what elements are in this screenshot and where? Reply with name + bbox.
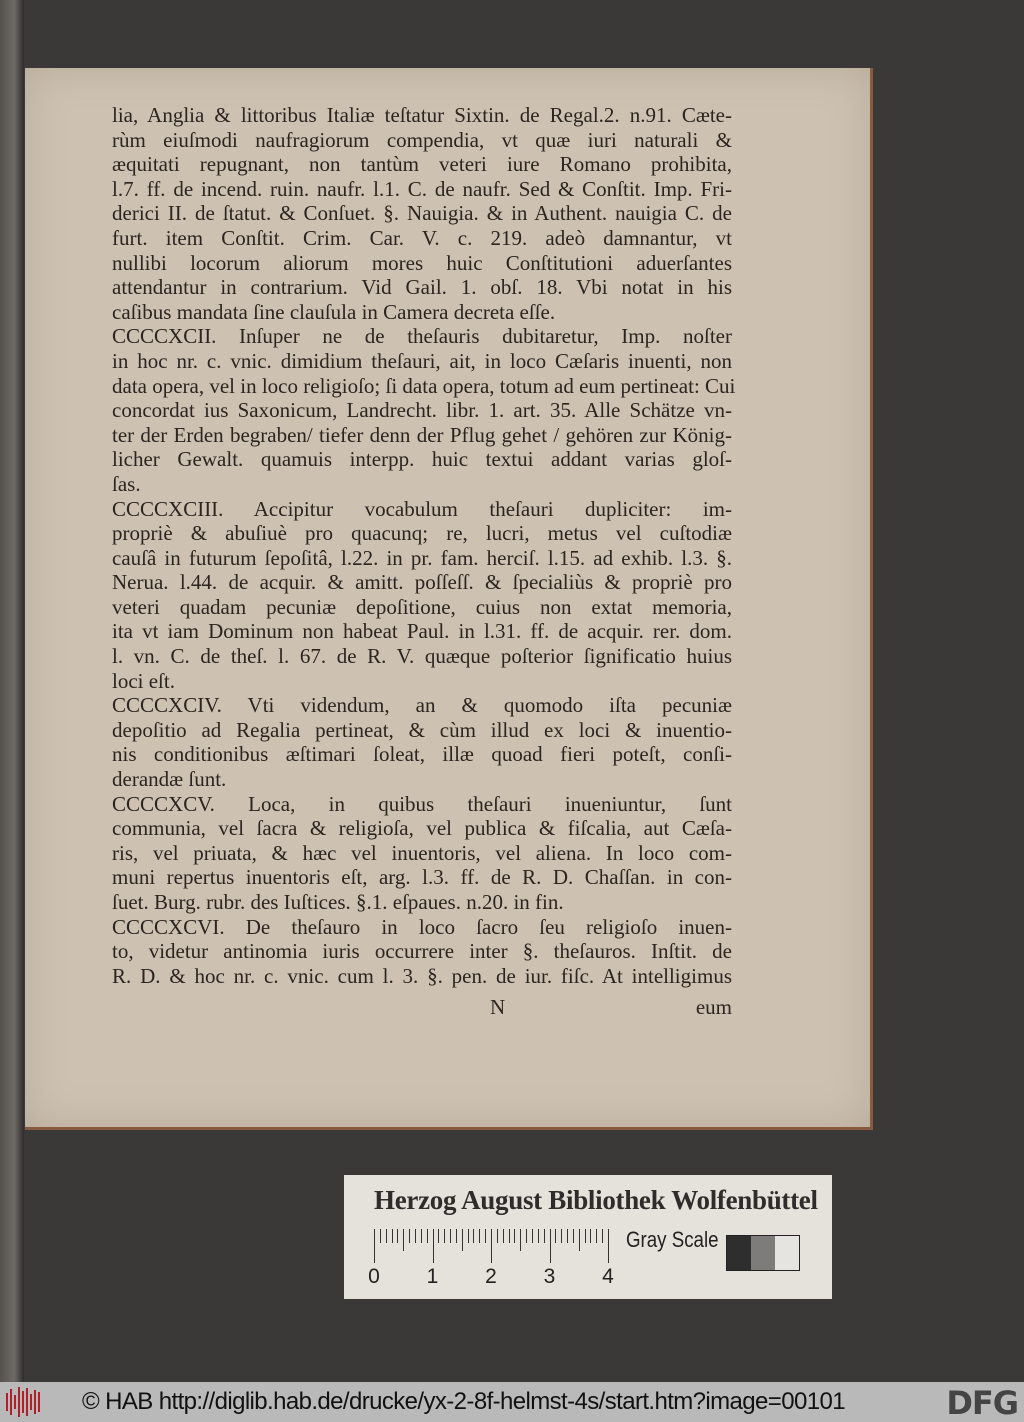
ruler-tick xyxy=(544,1229,545,1243)
ruler-tick xyxy=(433,1229,434,1263)
ruler-tick xyxy=(462,1229,463,1251)
centimeter-ruler xyxy=(368,1229,614,1288)
ruler-number: 1 xyxy=(426,1265,439,1288)
ruler-tick xyxy=(444,1229,445,1243)
ruler-tick xyxy=(514,1229,515,1243)
text-line: to, videtur antinomia iuris occurrere inter §. theſauros. Inſtit. de xyxy=(112,939,732,964)
text-line: ter der Erden begraben/ tiefer denn der Pflug gehet / gehören zur König- xyxy=(112,422,732,447)
text-line: ſuet. Burg. rubr. des Iuſtices. §.1. eſpaues. n.20. in fin. xyxy=(112,890,564,914)
ruler-tick xyxy=(550,1229,551,1263)
ruler-tick xyxy=(380,1229,381,1243)
ruler-tick xyxy=(579,1229,580,1251)
text-line: ſas. xyxy=(112,471,141,496)
ruler-tick xyxy=(421,1229,422,1243)
signature-mark: N xyxy=(490,995,506,1019)
ruler-tick xyxy=(590,1229,591,1243)
ruler-tick xyxy=(485,1229,486,1243)
ruler-tick xyxy=(509,1229,510,1243)
text-line: depoſitio ad Regalia pertineat, & cùm illud ex loci & inuentio- xyxy=(112,717,732,742)
ruler-tick xyxy=(415,1229,416,1243)
ruler-tick xyxy=(450,1229,451,1243)
ruler-tick xyxy=(491,1229,492,1263)
logo-bar xyxy=(34,1390,36,1414)
logo-bar xyxy=(14,1395,16,1409)
text-line: communia, vel ſacra & religioſa, vel publica & fiſcalia, aut Cæſa- xyxy=(112,816,732,841)
ruler-tick xyxy=(456,1229,457,1243)
copyright-url[interactable]: © HAB http://diglib.hab.de/drucke/yx-2-8f-helmst-4s/start.htm?image=00101 xyxy=(82,1388,845,1415)
logo-bar xyxy=(18,1387,20,1417)
ruler-tick xyxy=(468,1229,469,1243)
text-line: CCCCXCV. Loca, in quibus theſauri inueniuntur, ſunt xyxy=(112,791,732,816)
catchword: eum xyxy=(695,995,732,1019)
text-line: attendantur in contrarium. Vid Gail. 1. obſ. 18. Vbi notat in his xyxy=(112,275,732,300)
text-line: propriè & abuſiuè pro quacunq; re, lucri, metus vel cuſtodiæ xyxy=(112,521,732,546)
text-line: l.7. ff. de incend. ruin. naufr. l.1. C. de naufr. Sed & Conſtit. Imp. Fri- xyxy=(112,176,732,201)
ruler-tick xyxy=(538,1229,539,1243)
logo-bar xyxy=(10,1389,12,1415)
ruler-tick xyxy=(473,1229,474,1243)
ruler-number: 0 xyxy=(368,1265,380,1288)
dfg-logo: DFG xyxy=(946,1384,1018,1422)
ruler-tick xyxy=(555,1229,556,1243)
ruler-tick xyxy=(497,1229,498,1243)
logo-bar xyxy=(6,1393,8,1411)
text-line: CCCCXCII. Inſuper ne de theſauris dubitaretur, Imp. noſter xyxy=(112,324,732,349)
ruler-number: 4 xyxy=(602,1265,614,1288)
ruler-tick xyxy=(526,1229,527,1243)
text-line: CCCCXCIII. Accipitur vocabulum theſauri dupliciter: im- xyxy=(112,496,732,521)
text-line: nis conditionibus æſtimari ſoleat, illæ quoad fieri poteſt, conſi- xyxy=(112,742,732,767)
text-line: muni repertus inuentoris eſt, arg. l.3. ff. de R. D. Chaſſan. in con- xyxy=(112,865,732,890)
ruler-tick xyxy=(392,1229,393,1243)
gray-scale-label: Gray Scale xyxy=(626,1227,719,1252)
ruler-tick xyxy=(567,1229,568,1243)
ruler-tick xyxy=(573,1229,574,1243)
ruler-tick xyxy=(532,1229,533,1243)
ruler-tick xyxy=(386,1229,387,1243)
viewer-footer xyxy=(0,1382,1024,1422)
ruler-tick xyxy=(374,1229,375,1263)
ruler-tick xyxy=(403,1229,404,1251)
gray-swatch xyxy=(727,1236,751,1270)
adjacent-page-edge xyxy=(0,0,24,1382)
text-line: CCCCXCVI. De theſauro in loco ſacro ſeu religioſo inuen- xyxy=(112,914,732,939)
text-line: ita vt iam Dominum non habeat Paul. in l.31. ff. de acquir. rer. dom. xyxy=(112,619,732,644)
text-line: veteri quadam pecuniæ depoſitione, cuius non extat memoria, xyxy=(112,594,732,619)
gray-swatch xyxy=(751,1236,775,1270)
logo-bar xyxy=(30,1394,32,1410)
text-line: æquitati repugnant, non tantùm veteri iure Romano prohibita, xyxy=(112,152,732,177)
text-line: cauſâ in futurum ſepoſitâ, l.22. in pr. fam. herciſ. l.15. ad exhib. l.3. §. xyxy=(112,545,732,570)
text-line: concordat ius Saxonicum, Landrecht. libr. 1. art. 35. Alle Schätze vn- xyxy=(112,398,732,423)
text-line: loci eſt. xyxy=(112,668,175,693)
page-text-block xyxy=(112,103,736,988)
text-line: CCCCXCIV. Vti videndum, an & quomodo iſta pecuniæ xyxy=(112,693,732,718)
logo-bar xyxy=(26,1388,28,1416)
logo-bar xyxy=(22,1391,24,1413)
text-line: derandæ ſunt. xyxy=(112,767,227,792)
text-line: lia, Anglia & littoribus Italiæ teſtatur Sixtin. de Regal.2. n.91. Cæte- xyxy=(112,103,732,127)
ruler-tick xyxy=(409,1229,410,1243)
ruler-tick xyxy=(585,1229,586,1243)
text-line: caſibus mandata ſine clauſula in Camera decreta eſſe. xyxy=(112,299,556,324)
ruler-tick xyxy=(397,1229,398,1243)
ruler-tick xyxy=(596,1229,597,1243)
library-name: Herzog August Bibliothek Wolfenbüttel xyxy=(374,1185,818,1215)
ruler-tick xyxy=(503,1229,504,1243)
ruler-tick xyxy=(438,1229,439,1243)
logo-bar xyxy=(38,1392,40,1412)
text-line: ris, vel priuata, & hæc vel inuentoris, vel aliena. In loco com- xyxy=(112,840,732,865)
ruler-tick xyxy=(561,1229,562,1243)
text-line: Nerua. l.44. de acquir. & amitt. poſſeſſ. & ſpecialiùs & propriè pro xyxy=(112,570,732,595)
ruler-tick xyxy=(479,1229,480,1243)
hab-logo-icon xyxy=(6,1386,44,1418)
text-line: rùm eiuſmodi naufragiorum compendia, vt quæ iuri naturali & xyxy=(112,127,732,152)
text-line: nullibi locorum aliorum mores huic Conſtitutioni aduerſantes xyxy=(112,250,732,275)
ruler-number: 3 xyxy=(543,1265,556,1288)
ruler-tick xyxy=(520,1229,521,1251)
gray-swatch xyxy=(775,1236,799,1270)
text-line: in hoc nr. c. vnic. dimidium theſauri, ait, in loco Cæſaris inuenti, non xyxy=(112,348,732,373)
text-line: derici II. de ſtatut. & Conſuet. §. Nauigia. & in Authent. nauigia C. de xyxy=(112,201,732,226)
text-line: licher Gewalt. quamuis interpp. huic textui addant varias gloſ- xyxy=(112,447,732,472)
ruler-number: 2 xyxy=(485,1265,497,1288)
ruler-tick xyxy=(427,1229,428,1243)
text-line: l. vn. C. de theſ. l. 67. de R. V. quæque poſterior ſignificatio huius xyxy=(112,644,732,669)
color-scale-card xyxy=(344,1175,832,1299)
page-footer-line xyxy=(112,994,732,1020)
ruler-tick xyxy=(602,1229,603,1243)
text-line: furt. item Conſtit. Crim. Car. V. c. 219. adeò damnantur, vt xyxy=(112,225,732,250)
text-line: R. D. & hoc nr. c. vnic. cum l. 3. §. pen. de iur. fiſc. At intelligimus xyxy=(112,963,732,988)
text-line: data opera, vel in loco religioſo; ſi data opera, totum ad eum pertineat: Cui xyxy=(112,373,736,398)
gray-scale-swatches xyxy=(726,1235,800,1271)
ruler-tick xyxy=(608,1229,609,1263)
